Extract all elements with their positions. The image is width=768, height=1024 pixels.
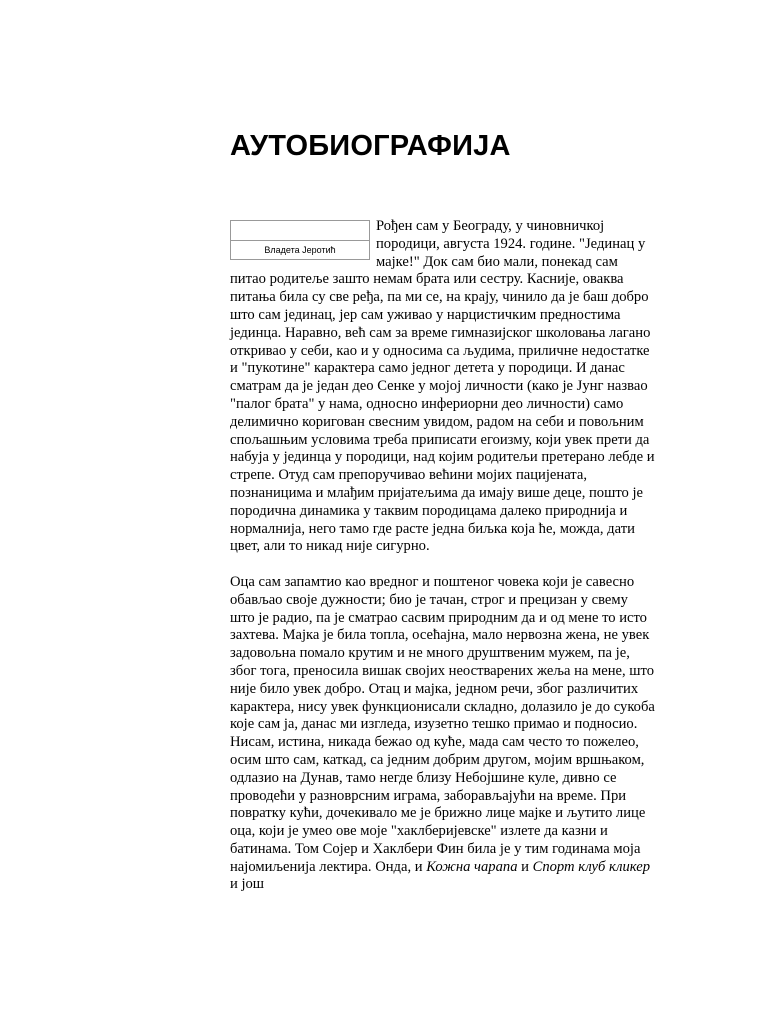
document-title: АУТОБИОГРАФИЈА	[230, 130, 511, 162]
document-body	[230, 218, 655, 912]
book-title-1: Кожна чарапа	[426, 858, 518, 875]
photo-caption: Владета Јеротић	[264, 245, 336, 255]
author-photo-placeholder	[230, 220, 370, 260]
conjunction: и	[517, 858, 533, 875]
photo-image-area	[231, 221, 369, 241]
paragraph-2-tail: и још	[230, 876, 265, 893]
book-title-2: Спорт клуб кликер	[532, 858, 651, 875]
paragraph-1	[230, 218, 655, 556]
paragraph-2-text: Оца сам запамтио као вредног и поштеног човека који је савесно обављао своје дужности; био је тачан, строг и прецизан у свему што је радио, па је сматрао сасвим природним да и од мене то исто захтева. Мајка је била топла, осећајна, мало нервозна жена, не увек задовољна помало крутим и не много друштвеним мужем, па је, због тога, преносила вишак својих неостварених жеља на мене, што није било увек добро. Отац и мајка, једном речи, због различитих карактера, нису увек функционисали складно, долазило је до сукоба које сам ја, данас ми изгледа, изузетно тешко примао и подносио. Нисам, истина, никада бежао од куће, мада сам често то пожелео, осим што сам, каткад, са једним добрим другом, мојим вршњаком, одлазио на Дунав, тамо негде близу Небојшине куле, дивно се проводећи у разноврсним играма, заборављајући на време. При повратку кући, дочекивало ме је брижно лице мајке и љутито лице оца, који је умео ове моје "хаклберијевске" излете да казни и батинама. Том Сојер и Хаклбери Фин била је у тим годинама моја најомиљенија лектира. Онда, и	[230, 573, 655, 875]
paragraph-2	[230, 574, 655, 894]
paragraph-1-text: Рођен сам у Београду, у чиновничкој породици, августа 1924. године. "Јединац у мајке!" Док сам био мали, понекад сам питао родитеље зашто немам брата или сестру. Касније, оваква питања била су све ређа, па ми се, на крају, чинило да је баш добро што сам јединац, јер сам уживао у нарцистичким предностима јединца. Наравно, већ сам за време гимназијског школовања лагано откривао у себи, као и у односима са људима, приличне недостатке и "пукотине" карактера само једног детета у породици. И данас сматрам да је један део Сенке у мојој личности (како је Јунг назвао "палог брата" у нама, односно инфериорни део личности) само делимично коригован свесним увидом, радом на себи и повољним спољашњим условима треба приписати егоизму, који увек прети да набуја у јединца у породици, над којим родитељи претерано лебде и стрепе. Отуд сам препоручивао већини мојих пацијената, познаницима и млађим пријатељима да имају више деце, пошто је породична динамика у таквим породицама далеко природнија и нормалнија, него тамо где расте једна биљка која ће, можда, дати цвет, али то никад није сигурно.	[230, 218, 655, 555]
